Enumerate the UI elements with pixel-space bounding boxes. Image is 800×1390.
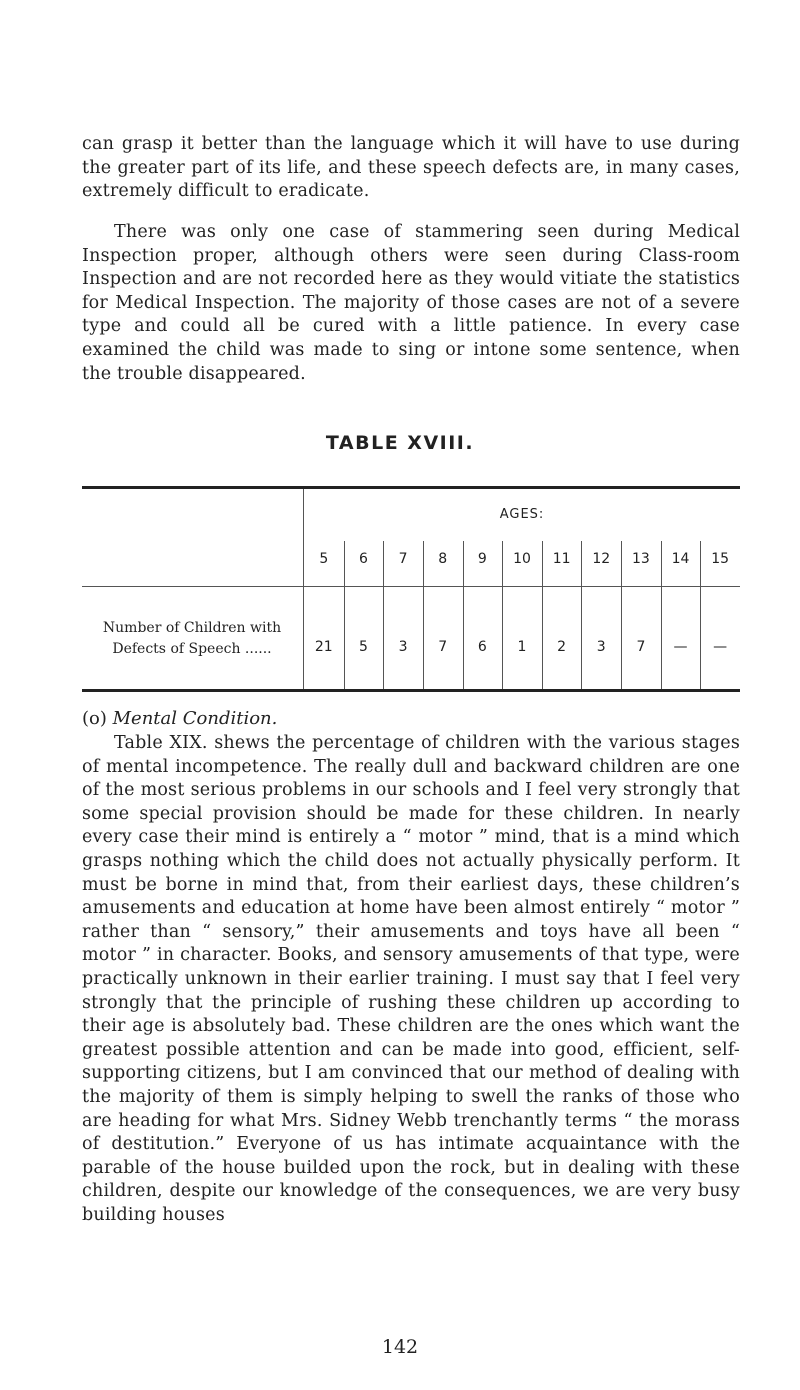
age-6: 6 (358, 551, 368, 567)
table-title: TABLE XVIII. (325, 432, 475, 454)
age-8: 8 (438, 551, 448, 567)
section-number: (o) (82, 708, 107, 729)
row-label-line1: Number of Children with (102, 620, 282, 636)
value-age-7: 3 (398, 639, 408, 655)
column-separator (502, 541, 503, 689)
value-age-13: 7 (636, 639, 646, 655)
row-label-line2: Defects of Speech ...... (112, 641, 272, 657)
value-age-12: 3 (596, 639, 606, 655)
column-separator (700, 541, 701, 689)
age-9: 9 (477, 551, 487, 567)
age-5: 5 (319, 551, 329, 567)
header-row-rule (82, 586, 740, 587)
age-15: 15 (711, 551, 730, 567)
value-age-15: — (713, 639, 728, 655)
value-age-11: 2 (557, 639, 567, 655)
paragraph-stammering: There was only one case of stammering seen during Medical Inspection proper, although others were seen during Class-room Inspection and are not recorded here as they would vitiate the statistics for Medical Inspection. The majority of those cases are not of a severe type and could all be cured with a little patience. In every case examined the child was made to sing or intone some sentence, when the trouble disappeared. (82, 222, 740, 384)
table-bottom-rule (82, 689, 740, 692)
paragraph-mental-condition: Table XIX. shews the percentage of children with the various stages of mental incompetence. The really dull and backward children are one of the most serious problems in our schools and I feel very strongly that some special provision should be made for these children. In nearly every case their mind is entirely a “ motor ” mind, that is a mind which grasps nothing which the child does not actually physically perform. It must be borne in mind that, from their earliest days, these children’s amusements and education at home have been almost entirely “ motor ” rather than “ sensory,” their amusements and toys have all been “ motor ” in character. Books, and sensory amusements of that type, were practically unknown in their earlier training. I must say that I feel very strongly that the principle of rushing these children up according to their age is absolutely bad. These children are the ones which want the greatest possible attention and can be made into good, efficient, self-supporting citizens, but I am convinced that our method of dealing with the majority of them is simply helping to swell the ranks of those who are heading for what Mrs. Sidney Webb trenchantly terms “ the morass of destitution.” Everyone of us has intimate acquaintance with the parable of the house builded upon the rock, but in dealing with these children, despite our knowledge of the consequences, we are very busy building houses (82, 733, 740, 1225)
age-12: 12 (592, 551, 611, 567)
value-age-9: 6 (477, 639, 487, 655)
section-title: Mental Condition. (112, 708, 278, 729)
age-10: 10 (513, 551, 531, 567)
table-top-rule (82, 486, 740, 489)
column-separator (383, 541, 384, 689)
age-7: 7 (398, 551, 408, 567)
column-separator (621, 541, 622, 689)
value-age-8: 7 (438, 639, 448, 655)
ages-heading: AGES: (499, 507, 545, 522)
paragraph-speech-defects: can grasp it better than the language which it will have to use during the greater part of its life, and these speech defects are, in many cases, extremely difficult to eradicate. (82, 134, 740, 202)
age-13: 13 (631, 551, 650, 567)
column-separator (423, 541, 424, 689)
column-separator (463, 541, 464, 689)
page-number: 142 (381, 1336, 419, 1358)
column-separator (661, 541, 662, 689)
column-separator (344, 541, 345, 689)
value-age-14: — (673, 639, 688, 655)
column-separator (581, 541, 582, 689)
age-11: 11 (552, 551, 571, 567)
value-age-6: 5 (358, 639, 368, 655)
speech-defects-table (82, 486, 740, 693)
column-separator (542, 541, 543, 689)
age-14: 14 (671, 551, 690, 567)
value-age-10: 1 (517, 639, 527, 655)
value-age-5: 21 (314, 639, 333, 655)
section-heading (82, 708, 277, 729)
row-label (82, 618, 302, 660)
